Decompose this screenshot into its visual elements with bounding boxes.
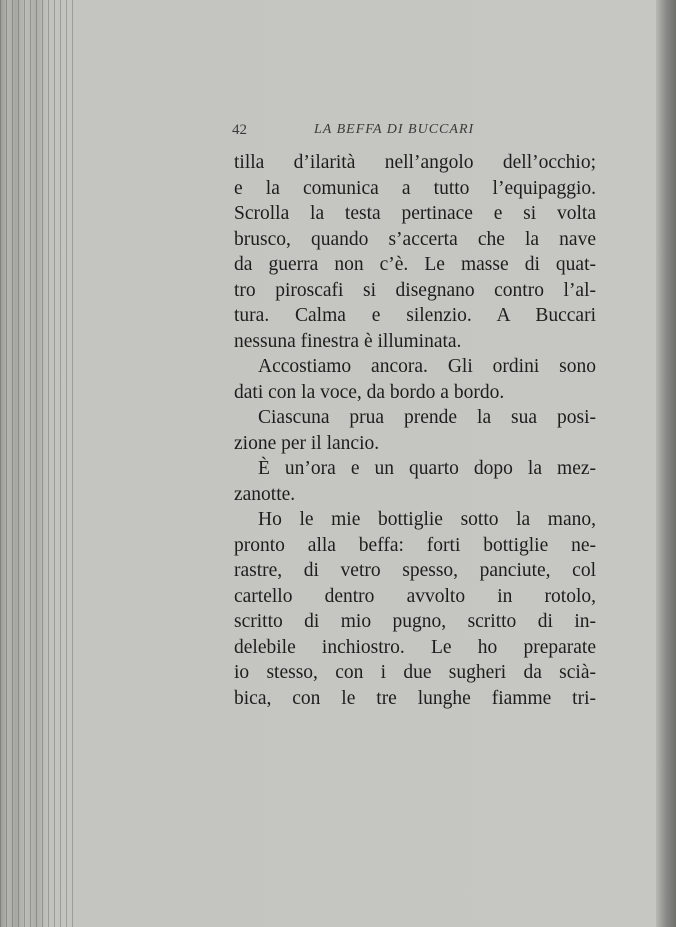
page-header [232, 120, 602, 144]
text-line: brusco, quando s’accerta che la nave [234, 228, 596, 250]
text-line: cartello dentro avvolto in rotolo, [234, 585, 596, 607]
running-title: LA BEFFA DI BUCCARI [314, 122, 475, 137]
page-right-shadow [656, 0, 676, 927]
text-line: zanotte. [234, 483, 296, 505]
text-line: delebile inchiostro. Le ho preparate [234, 636, 596, 658]
page-stack-edges [0, 0, 74, 927]
text-line: scritto di mio pugno, scritto di in- [234, 611, 596, 632]
text-line: dati con la voce, da bordo a bordo. [234, 381, 505, 403]
text-line: io stesso, con i due sugheri da scià- [234, 662, 596, 683]
text-line: Ho le mie bottiglie sotto la mano, [258, 509, 596, 530]
text-line: È un’ora e un quarto dopo la mez- [258, 458, 596, 479]
text-line: bica, con le tre lunghe fiamme tri- [234, 687, 596, 709]
text-line: tilla d’ilarità nell’angolo dell’occhio; [234, 152, 596, 173]
text-line: da guerra non c’è. Le masse di quat- [234, 254, 596, 275]
text-line: rastre, di vetro spesso, panciute, col [234, 560, 596, 581]
text-line: Accostiamo ancora. Gli ordini sono [258, 356, 596, 377]
text-line: zione per il lancio. [234, 432, 380, 454]
body-text [234, 150, 596, 711]
text-line: tro piroscafi si disegnano contro l’al- [234, 279, 596, 301]
text-line: Scrolla la testa pertinace e si volta [234, 203, 596, 224]
page-number: 42 [232, 122, 247, 138]
text-line: nessuna finestra è illuminata. [234, 330, 462, 352]
text-line: e la comunica a tutto l’equipaggio. [234, 177, 596, 199]
text-line: Ciascuna prua prende la sua posi- [258, 407, 596, 428]
text-line: tura. Calma e silenzio. A Buccari [234, 305, 596, 326]
text-line: pronto alla beffa: forti bottiglie ne- [234, 534, 596, 556]
